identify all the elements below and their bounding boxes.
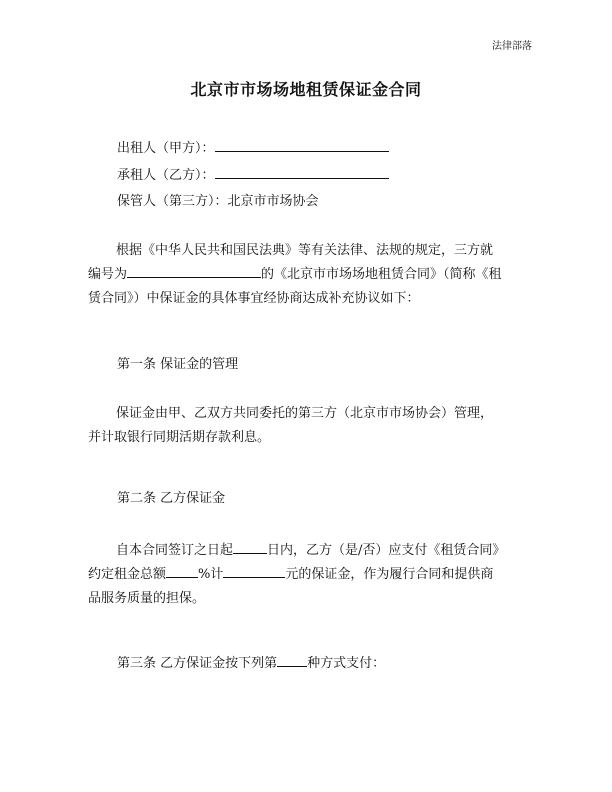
article1-paragraph [88,402,528,450]
article2-line-1a: 自本合同签订之日起 [116,543,234,558]
lessor-blank [215,139,389,152]
contract-number-blank [127,265,261,278]
article2-heading: 第二条 乙方保证金 [117,491,226,506]
article2-line-2a: 约定租金总额 [88,567,167,582]
article3-heading-b: 种方式支付： [307,656,386,671]
days-blank [233,541,267,554]
lessor-line [117,137,389,156]
intro-line-2 [60,263,528,287]
lessee-label: 承租人（乙方）： [117,168,215,183]
article2-paragraph [88,539,528,611]
intro-line-2b: 的《北京市市场场地租赁合同》（简称《租 [261,267,502,282]
article1-line-2: 并计取银行同期活期存款利息。 [88,430,271,445]
intro-line-2a: 编号为 [88,267,128,282]
article2-line-2b: %计 [198,567,224,582]
intro-line-1: 根据《中华人民共和国民法典》等有关法律、法规的规定，三方就 [116,243,494,258]
lessor-label: 出租人（甲方）： [117,141,215,156]
article2-line-2 [60,563,528,587]
amount-blank [223,565,285,578]
lessee-blank [215,166,389,179]
article3-heading [117,652,385,671]
article3-heading-a: 第三条 乙方保证金按下列第 [117,656,278,671]
custodian-line: 保管人（第三方）：北京市市场协会 [117,194,319,209]
lessee-line [117,164,389,183]
document-title: 北京市市场场地租赁保证金合同 [190,80,422,99]
method-blank [277,654,307,667]
article1-heading: 第一条 保证金的管理 [117,357,239,372]
article1-line-1: 保证金由甲、乙双方共同委托的第三方（北京市市场协会）管理， [116,406,494,421]
percent-blank [166,565,198,578]
intro-line-3: 赁合同》）中保证金的具体事宜经协商达成补充协议如下： [88,291,420,306]
article2-line-3: 品服务质量的担保。 [88,591,206,606]
intro-paragraph [88,239,528,311]
article2-line-2c: 元的保证金，作为履行合同和提供商 [285,567,494,582]
article2-line-1b: 日内，乙方（是/否）应支付《租赁合同》 [267,543,506,558]
article2-line-1 [88,539,528,563]
header-site-name: 法律部落 [492,41,532,52]
